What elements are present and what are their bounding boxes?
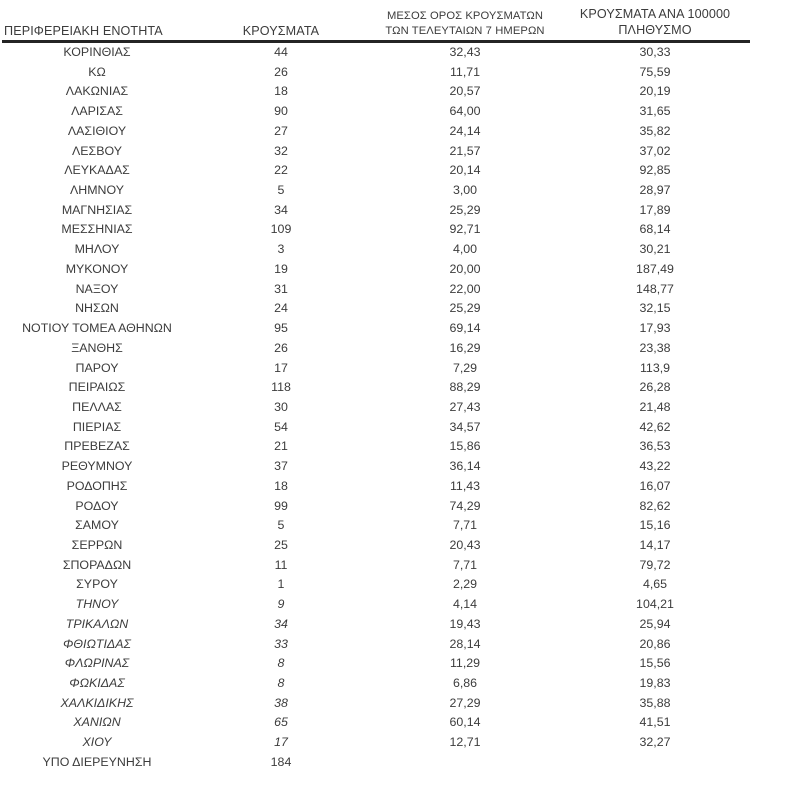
table-row [2,201,750,221]
region-name: ΠΙΕΡΙΑΣ [72,419,122,434]
region-name: ΛΕΣΒΟΥ [72,143,122,158]
per100k-value: 21,48 [639,399,671,414]
header-cases: ΚΡΟΥΣΜΑΤΑ [242,24,320,38]
cases-value: 27 [274,123,288,138]
cases-value: 3 [277,242,285,257]
avg7-value: 25,29 [449,301,481,316]
per100k-value: 19,83 [639,676,671,690]
region-name: ΣΕΡΡΩΝ [71,537,123,552]
avg7-value: 6,86 [452,676,478,690]
avg7-value: 27,43 [449,399,481,414]
header-7day-average-line1: ΜΕΣΟΣ ΟΡΟΣ ΚΡΟΥΣΜΑΤΩΝ [386,10,544,22]
region-name: ΡΕΘΥΜΝΟΥ [61,459,133,474]
header-per-100k-line2: ΠΛΗΘΥΣΜΟ [618,22,692,37]
cases-value: 34 [274,616,288,631]
cases-value: 118 [271,380,291,395]
cases-value: 9 [277,597,285,612]
cases-value: 31 [274,281,288,296]
per100k-value: 75,59 [639,64,671,79]
per100k-value: 187,49 [636,261,674,276]
per100k-value: 79,72 [639,557,671,572]
avg7-value: 34,57 [449,419,481,434]
per100k-value: 104,21 [636,597,674,612]
region-name: ΛΑΡΙΣΑΣ [71,104,123,119]
cases-value: 44 [274,45,288,59]
per100k-value: 14,17 [639,537,671,552]
cases-value: 33 [274,636,288,651]
table-row [2,43,750,63]
table-row [2,240,750,260]
avg7-value: 20,14 [449,163,481,178]
per100k-value: 30,21 [639,242,671,257]
per100k-value: 25,94 [639,616,671,631]
avg7-value: 21,57 [449,143,481,158]
table-row [2,378,750,398]
avg7-value: 2,29 [452,577,478,592]
table-row [2,497,750,517]
avg7-value: 20,43 [449,537,481,552]
avg7-value: 36,14 [449,459,481,474]
header-7day-average [370,9,560,38]
cases-value: 18 [274,478,288,493]
regional-cases-table [2,0,750,773]
table-row [2,142,750,162]
region-name: ΛΑΚΩΝΙΑΣ [65,84,129,99]
header-region: ΠΕΡΙΦΕΡΕΙΑΚΗ ΕΝΟΤΗΤΑ [4,24,163,38]
cases-value: 26 [274,340,288,355]
region-name: ΡΟΔΟΥ [75,498,119,513]
cases-value: 109 [270,222,292,237]
cases-value: 90 [274,104,288,119]
table-row [2,457,750,477]
table-row [2,575,750,595]
table-row [2,733,750,753]
region-name: ΛΕΥΚΑΔΑΣ [64,163,130,178]
cases-value: 26 [274,64,288,79]
cases-value: 38 [274,695,288,710]
region-name: ΛΑΣΙΘΙΟΥ [67,123,127,138]
per100k-value: 4,65 [642,577,668,592]
table-row [2,260,750,280]
cases-value: 30 [274,399,288,414]
avg7-value: 28,14 [449,636,481,651]
region-name: ΜΗΛΟΥ [74,242,120,257]
table-row [2,556,750,576]
region-name: ΠΡΕΒΕΖΑΣ [64,439,130,454]
region-name: ΣΑΜΟΥ [75,518,119,533]
avg7-value: 74,29 [449,498,481,513]
avg7-value: 22,00 [449,281,481,296]
cases-value: 18 [274,84,288,99]
cases-value: 1 [277,577,285,592]
per100k-value: 113,9 [639,360,671,375]
region-name: ΣΥΡΟΥ [76,577,118,592]
avg7-value: 20,57 [449,84,481,99]
region-name: ΥΠΟ ΔΙΕΡΕΥΝΗΣΗ [42,754,152,769]
cases-value: 19 [274,261,288,276]
region-name: ΝΑΞΟΥ [75,281,119,296]
cases-value: 17 [274,360,288,375]
region-name: ΣΠΟΡΑΔΩΝ [62,557,132,572]
avg7-value: 7,71 [452,557,478,572]
cases-value: 184 [270,754,292,769]
cases-value: 25 [274,537,288,552]
per100k-value [560,753,750,773]
table-row [2,359,750,379]
table-row [2,63,750,83]
region-name: ΠΕΛΛΑΣ [72,399,122,414]
region-name: ΛΗΜΝΟΥ [70,183,124,198]
cases-value: 34 [274,202,288,217]
region-name: ΜΥΚΟΝΟΥ [65,261,129,276]
avg7-value: 20,00 [449,261,481,276]
cases-value: 65 [274,715,288,730]
cases-value: 5 [277,183,285,198]
region-name: ΝΟΤΙΟΥ ΤΟΜΕΑ ΑΘΗΝΩΝ [22,321,172,336]
region-name: ΞΑΝΘΗΣ [71,340,123,355]
avg7-value: 7,71 [452,518,478,533]
table-row [2,536,750,556]
table-row [2,713,750,733]
per100k-value: 36,53 [639,439,671,454]
avg7-value: 3,00 [452,183,478,198]
table-row [2,694,750,714]
table-row [2,161,750,181]
per100k-value: 20,19 [639,84,671,99]
table-body [2,43,750,773]
table-header-row [2,0,750,43]
cases-value: 8 [277,676,285,690]
table-row [2,635,750,655]
header-per-100k [560,7,750,38]
table-row [2,437,750,457]
per100k-value: 35,82 [639,123,671,138]
table-row [2,181,750,201]
cases-value: 95 [274,321,288,336]
avg7-value: 88,29 [449,380,481,395]
region-name: ΡΟΔΟΠΗΣ [66,478,128,493]
per100k-value: 32,15 [639,301,671,316]
table-row [2,595,750,615]
avg7-value: 32,43 [449,45,481,59]
region-name: ΠΑΡΟΥ [75,360,119,375]
region-name: ΠΕΙΡΑΙΩΣ [68,380,126,395]
per100k-value: 17,89 [639,202,671,217]
avg7-value: 69,14 [449,321,481,336]
region-name: ΜΕΣΣΗΝΙΑΣ [61,222,133,237]
avg7-value: 12,71 [449,735,481,750]
table-row [2,615,750,635]
cases-value: 17 [274,735,288,750]
per100k-value: 31,65 [639,104,671,119]
region-name: ΧΑΝΙΩΝ [73,715,121,730]
per100k-value: 15,56 [639,656,671,671]
per100k-value: 35,88 [639,695,671,710]
region-name: ΦΩΚΙΔΑΣ [69,676,125,690]
per100k-value: 32,27 [639,735,671,750]
table-row [2,398,750,418]
table-row [2,674,750,694]
per100k-value: 28,97 [639,183,671,198]
table-row [2,82,750,102]
per100k-value: 26,28 [639,380,671,395]
table-row [2,319,750,339]
cases-value: 54 [274,419,288,434]
table-row [2,280,750,300]
table-row [2,220,750,240]
avg7-value: 64,00 [449,104,481,119]
cases-value: 5 [277,518,285,533]
per100k-value: 23,38 [639,340,671,355]
region-name: ΚΩ [88,64,106,79]
per100k-value: 42,62 [639,419,671,434]
per100k-value: 92,85 [639,163,671,178]
cases-value: 21 [274,439,288,454]
table-row [2,299,750,319]
cases-value: 11 [274,557,288,572]
cases-value: 22 [274,163,288,178]
avg7-value [370,753,560,773]
region-name: ΜΑΓΝΗΣΙΑΣ [61,202,133,217]
cases-value: 99 [274,498,288,513]
cases-value: 24 [274,301,288,316]
cases-value: 32 [274,143,288,158]
per100k-value: 17,93 [639,321,671,336]
header-7day-average-line2: ΤΩΝ ΤΕΛΕΥΤΑΙΩΝ 7 ΗΜΕΡΩΝ [385,24,545,37]
region-name: ΤΡΙΚΑΛΩΝ [65,616,129,631]
avg7-value: 16,29 [449,340,481,355]
avg7-value: 11,43 [449,478,481,493]
per100k-value: 148,77 [636,281,674,296]
table-row [2,418,750,438]
table-row [2,753,750,773]
header-per-100k-line1: ΚΡΟΥΣΜΑΤΑ ΑΝΑ 100000 [579,7,731,21]
avg7-value: 60,14 [449,715,481,730]
avg7-value: 25,29 [449,202,481,217]
table-row [2,339,750,359]
avg7-value: 27,29 [449,695,481,710]
avg7-value: 4,14 [452,597,478,612]
avg7-value: 19,43 [449,616,481,631]
per100k-value: 20,86 [639,636,671,651]
per100k-value: 37,02 [639,143,671,158]
per100k-value: 68,14 [639,222,671,237]
table-row [2,122,750,142]
avg7-value: 24,14 [449,123,481,138]
cases-value: 37 [274,459,288,474]
cases-value: 8 [277,656,285,671]
region-name: ΦΛΩΡΙΝΑΣ [64,656,130,671]
region-name: ΦΘΙΩΤΙΔΑΣ [63,636,131,651]
table-row [2,477,750,497]
avg7-value: 4,00 [452,242,478,257]
table-row [2,654,750,674]
region-name: ΝΗΣΩΝ [75,301,119,316]
region-name: ΚΟΡΙΝΘΙΑΣ [63,45,131,59]
per100k-value: 15,16 [639,518,671,533]
table-row [2,102,750,122]
region-name: ΤΗΝΟΥ [75,597,119,612]
avg7-value: 15,86 [449,439,481,454]
per100k-value: 41,51 [639,715,671,730]
avg7-value: 7,29 [452,360,478,375]
region-name: ΧΑΛΚΙΔΙΚΗΣ [60,695,134,710]
per100k-value: 82,62 [639,498,671,513]
per100k-value: 43,22 [639,459,671,474]
region-name: ΧΙΟΥ [82,735,112,750]
table-row [2,516,750,536]
avg7-value: 11,71 [449,64,481,79]
avg7-value: 92,71 [449,222,481,237]
per100k-value: 16,07 [639,478,671,493]
per100k-value: 30,33 [639,45,671,59]
avg7-value: 11,29 [449,656,481,671]
